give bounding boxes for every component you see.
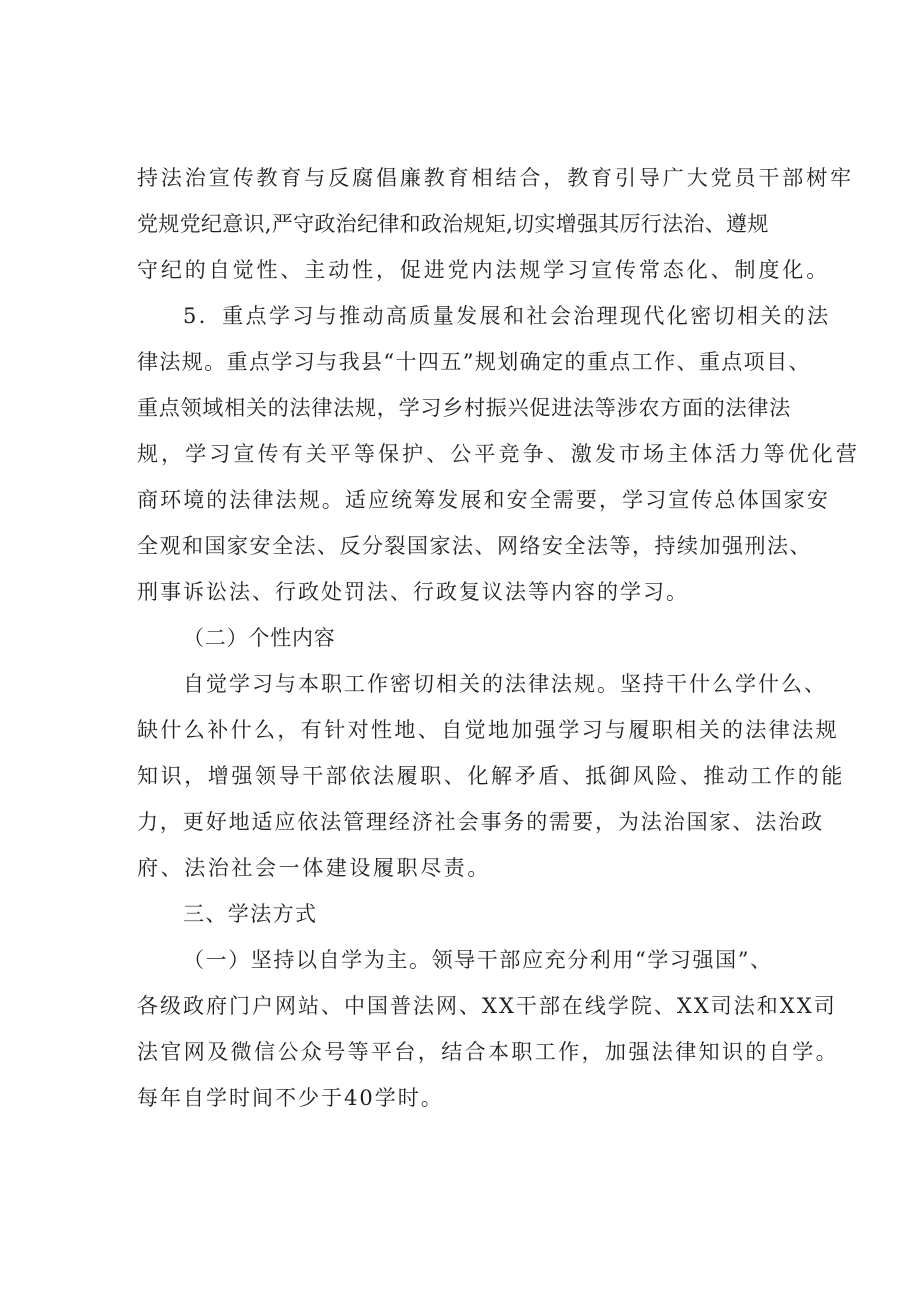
body-text-line: 每年自学时间不少于40学时。 — [137, 1086, 444, 1110]
body-text-line: （一）坚持以自学为主。领导干部应充分利用“学习强国”、 — [183, 948, 773, 972]
body-text-line: 各级政府门户网站、中国普法网、XX干部在线学院、XX司法和XX司 — [137, 994, 837, 1018]
body-text-line: 重点领域相关的法律法规，学习乡村振兴促进法等涉农方面的法律法 — [137, 396, 791, 420]
body-text-line: 规，学习宣传有关平等保护、公平竞争、激发市场主体活力等优化营 — [137, 442, 860, 466]
body-text-line: 商环境的法律法规。适应统筹发展和安全需要，学习宣传总体国家安 — [137, 488, 830, 512]
body-text-line: 自觉学习与本职工作密切相关的法律法规。坚持干什么学什么、 — [183, 672, 827, 696]
body-text-line: 缺什么补什么，有针对性地、自觉地加强学习与履职相关的法律法规 — [137, 718, 839, 742]
body-text-line: 持法治宣传教育与反腐倡廉教育相结合，教育引导广大党员干部树牢 — [137, 166, 854, 190]
body-text-line: 党规党纪意识,严守政治纪律和政治规矩,切实增强其厉行法治、遵规 — [137, 212, 769, 236]
body-text-line: 力，更好地适应依法管理经济社会事务的需要，为法治国家、法治政 — [137, 810, 824, 834]
numbered-item-heading: 5．重点学习与推动高质量发展和社会治理现代化密切相关的法 — [183, 304, 831, 328]
subsection-heading: （二）个性内容 — [183, 626, 336, 650]
body-text-line: 法官网及微信公众号等平台，结合本职工作，加强法律知识的自学。 — [137, 1040, 839, 1064]
section-heading: 三、学法方式 — [183, 902, 318, 926]
body-text-line: 守纪的自觉性、主动性，促进党内法规学习宣传常态化、制度化。 — [137, 258, 831, 282]
body-text-line: 全观和国家安全法、反分裂国家法、网络安全法等，持续加强刑法、 — [137, 534, 812, 558]
body-text-line: 府、法治社会一体建设履职尽责。 — [137, 856, 491, 880]
body-text-line: 刑事诉讼法、行政处罚法、行政复议法等内容的学习。 — [137, 580, 689, 604]
body-text-line: 律法规。重点学习与我县“十四五”规划确定的重点工作、重点项目、 — [137, 350, 811, 374]
body-text-line: 知识，增强领导干部依法履职、化解矛盾、抵御风险、推动工作的能 — [137, 764, 845, 788]
